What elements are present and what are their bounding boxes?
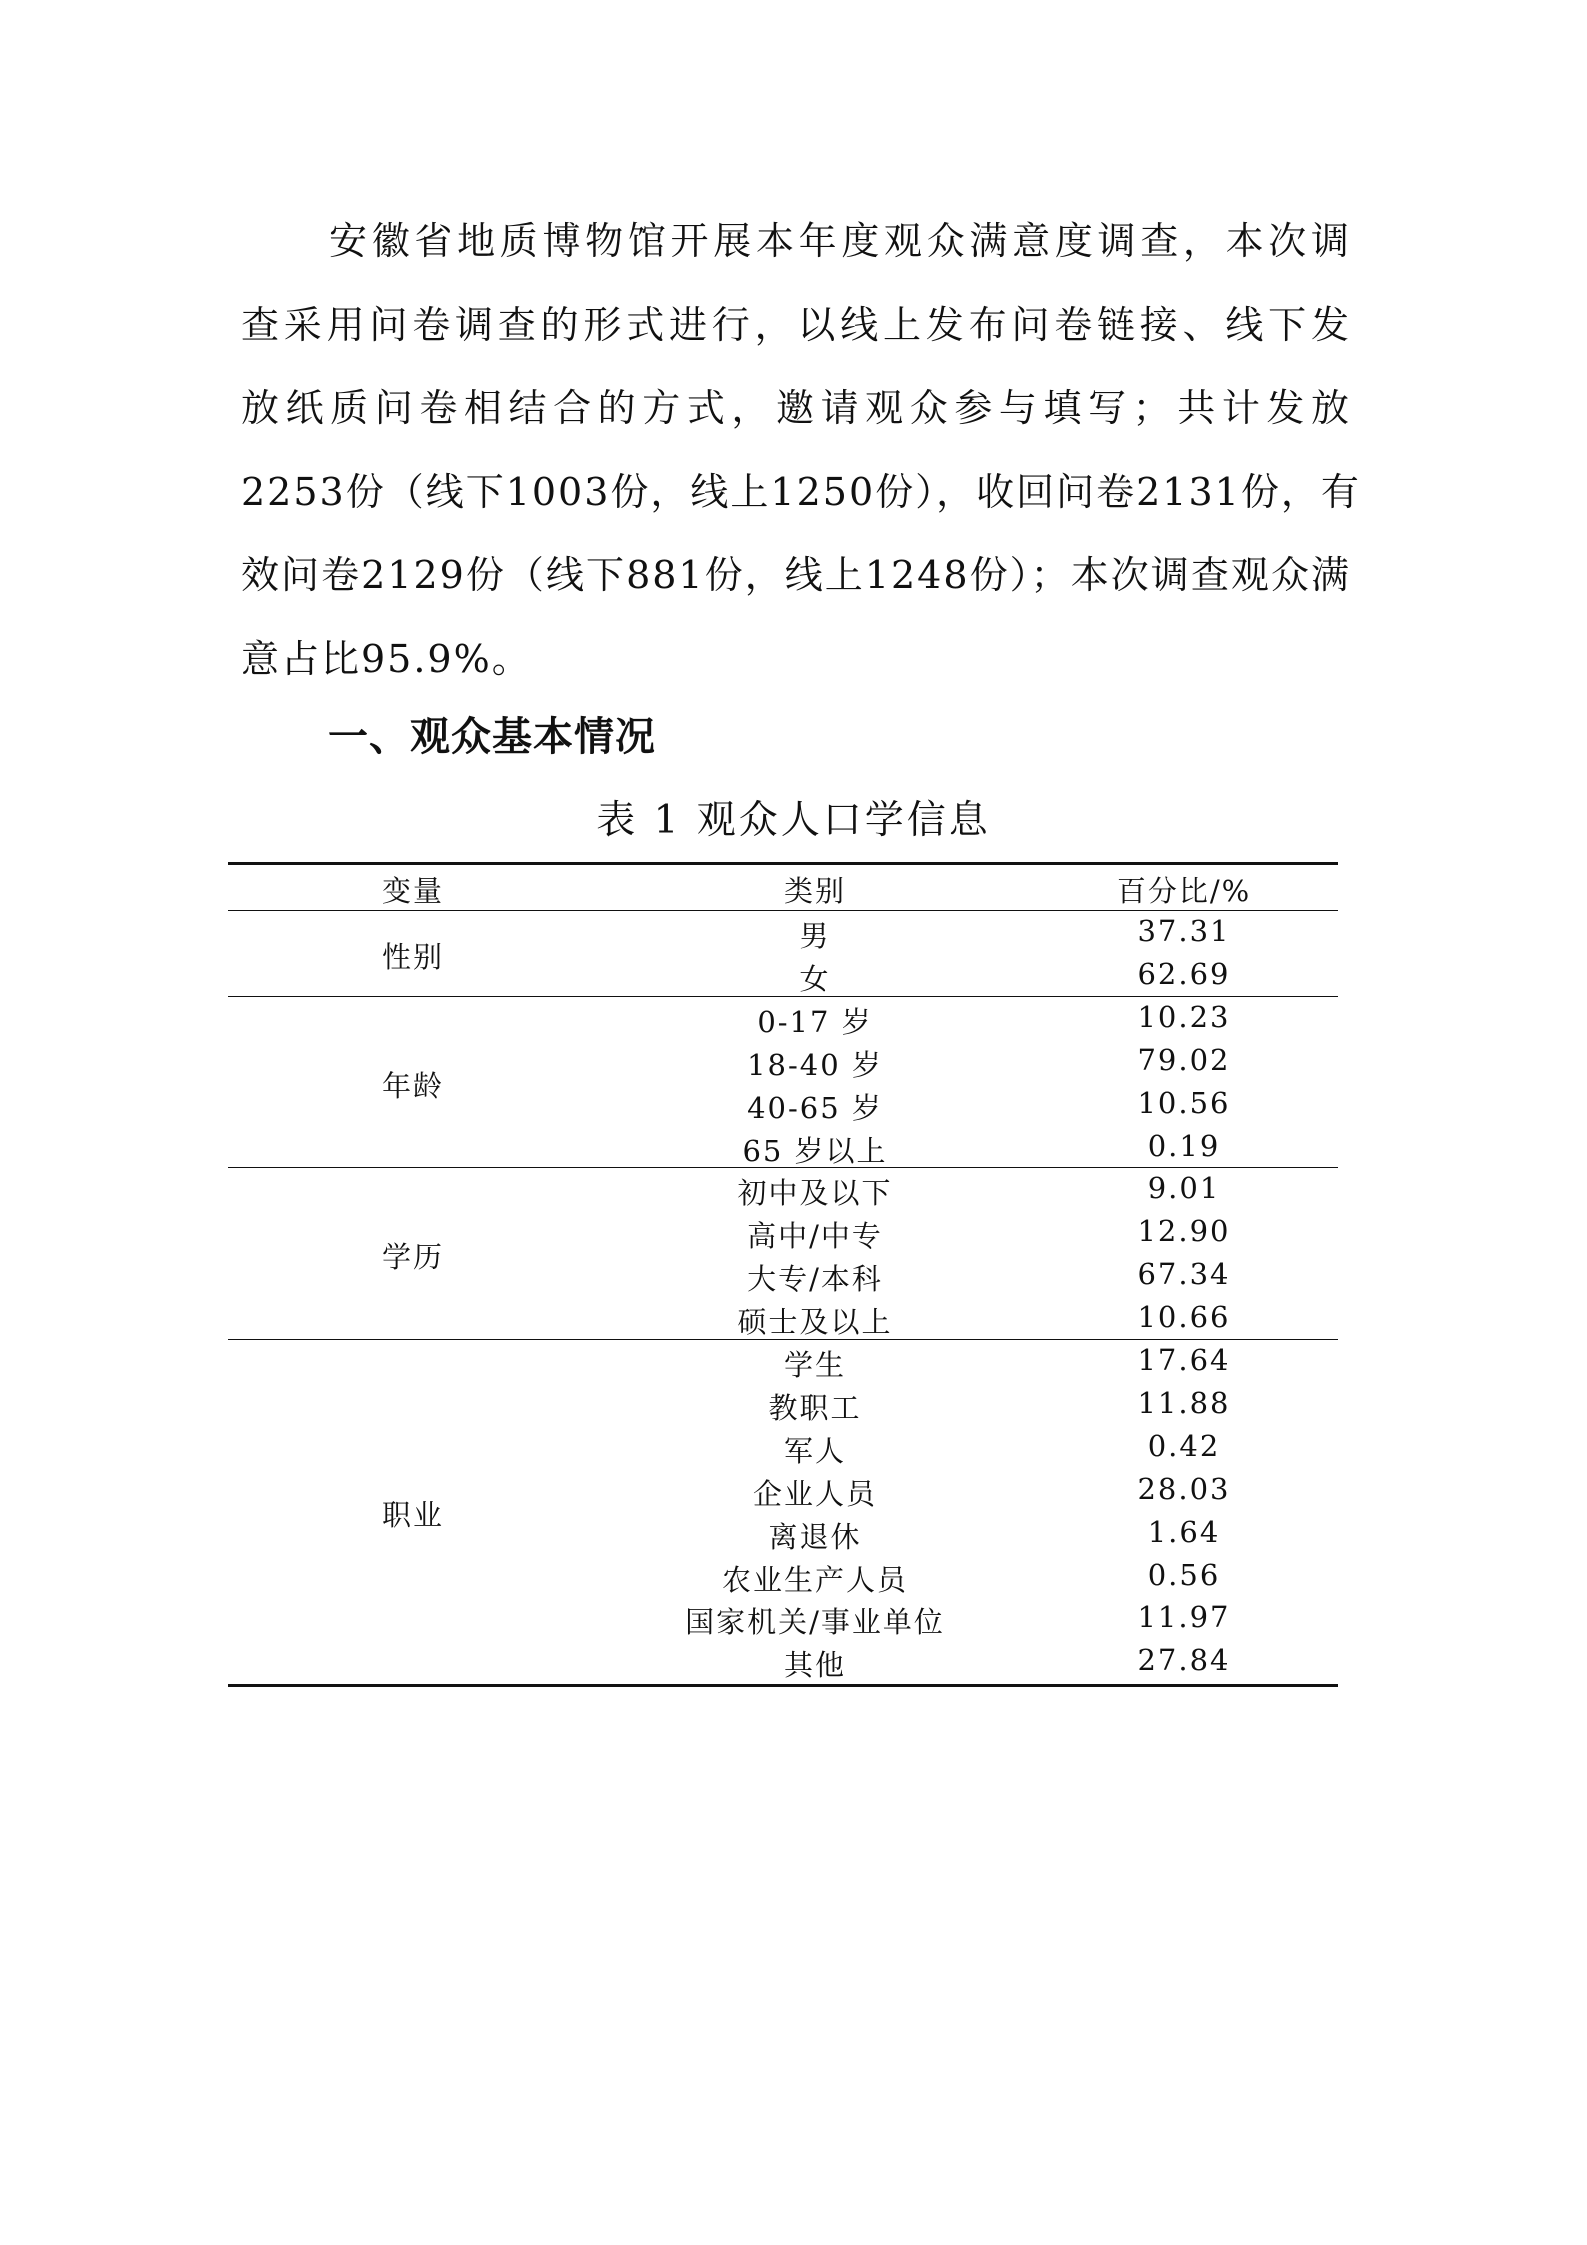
table-group-rule	[228, 1339, 1338, 1340]
table-cell-category: 大专/本科	[747, 1262, 883, 1297]
table-cell-variable: 年龄	[381, 1068, 445, 1103]
table-group-rule	[228, 996, 1338, 997]
table-cell-percent: 10.23	[1137, 999, 1231, 1034]
intro-line: 2253份（线下1003份，线上1250份），收回问卷2131份，有	[241, 469, 1361, 514]
table-cell-percent: 11.97	[1137, 1600, 1231, 1635]
table-cell-category: 硕士及以上	[737, 1305, 893, 1340]
table-cell-percent: 37.31	[1137, 914, 1231, 948]
header-category: 类别	[783, 874, 847, 908]
intro-line: 安徽省地质博物馆开展本年度观众满意度调查，本次调	[329, 219, 1351, 263]
header-variable: 变量	[381, 874, 445, 908]
table-cell-category: 其他	[783, 1648, 847, 1683]
table-cell-percent: 28.03	[1137, 1471, 1231, 1506]
table-cell-percent: 10.66	[1137, 1300, 1231, 1335]
table-cell-category: 农业生产人员	[721, 1562, 909, 1597]
table-cell-percent: 10.56	[1137, 1085, 1231, 1120]
table-cell-percent: 12.90	[1137, 1214, 1231, 1249]
table-cell-percent: 9.01	[1147, 1171, 1221, 1206]
table-cell-category: 初中及以下	[737, 1176, 893, 1211]
table-cell-percent: 62.69	[1137, 956, 1231, 991]
table-cell-percent: 79.02	[1137, 1042, 1231, 1077]
header-percent: 百分比/%	[1116, 874, 1252, 908]
table-cell-category: 高中/中专	[747, 1219, 883, 1254]
table-cell-percent: 1.64	[1147, 1514, 1221, 1549]
intro-line: 放纸质问卷相结合的方式，邀请观众参与填写；共计发放	[241, 386, 1351, 430]
table-cell-percent: 67.34	[1137, 1257, 1231, 1292]
table-cell-variable: 职业	[381, 1497, 445, 1532]
table-cell-category: 军人	[783, 1433, 847, 1468]
table-caption: 表 1 观众人口学信息	[596, 798, 991, 843]
table-bottom-rule	[228, 1684, 1338, 1687]
table-header-rule	[228, 910, 1338, 911]
table-cell-category: 企业人员	[752, 1476, 878, 1511]
table-cell-percent: 27.84	[1137, 1643, 1231, 1678]
table-cell-category: 教职工	[768, 1390, 862, 1425]
table-cell-percent: 0.42	[1147, 1428, 1221, 1463]
table-cell-category: 离退休	[768, 1519, 862, 1554]
table-cell-category: 学生	[783, 1348, 847, 1382]
intro-line: 效问卷2129份（线下881份，线上1248份）；本次调查观众满	[241, 553, 1351, 597]
table-cell-percent: 0.19	[1147, 1128, 1221, 1163]
intro-line: 查采用问卷调查的形式进行，以线上发布问卷链接、线下发	[241, 302, 1351, 347]
table-cell-category: 18-40 岁	[747, 1047, 883, 1082]
table-cell-category: 40-65 岁	[747, 1090, 883, 1125]
table-group-rule	[228, 1167, 1338, 1168]
table-top-rule	[228, 862, 1338, 865]
table-cell-variable: 学历	[381, 1240, 445, 1275]
section-heading: 一、观众基本情况	[328, 714, 656, 760]
table-cell-category: 女	[799, 961, 831, 996]
table-cell-variable: 性别	[381, 939, 445, 974]
table-cell-percent: 0.56	[1147, 1557, 1221, 1592]
intro-line: 意占比95.9%。	[241, 636, 532, 681]
table-cell-percent: 17.64	[1137, 1343, 1231, 1377]
table-cell-category: 男	[799, 919, 831, 953]
table-cell-percent: 11.88	[1137, 1385, 1231, 1420]
table-cell-category: 0-17 岁	[757, 1004, 873, 1039]
table-cell-category: 65 岁以上	[742, 1133, 888, 1168]
table-cell-category: 国家机关/事业单位	[685, 1605, 945, 1640]
intro-paragraph	[241, 200, 1361, 701]
